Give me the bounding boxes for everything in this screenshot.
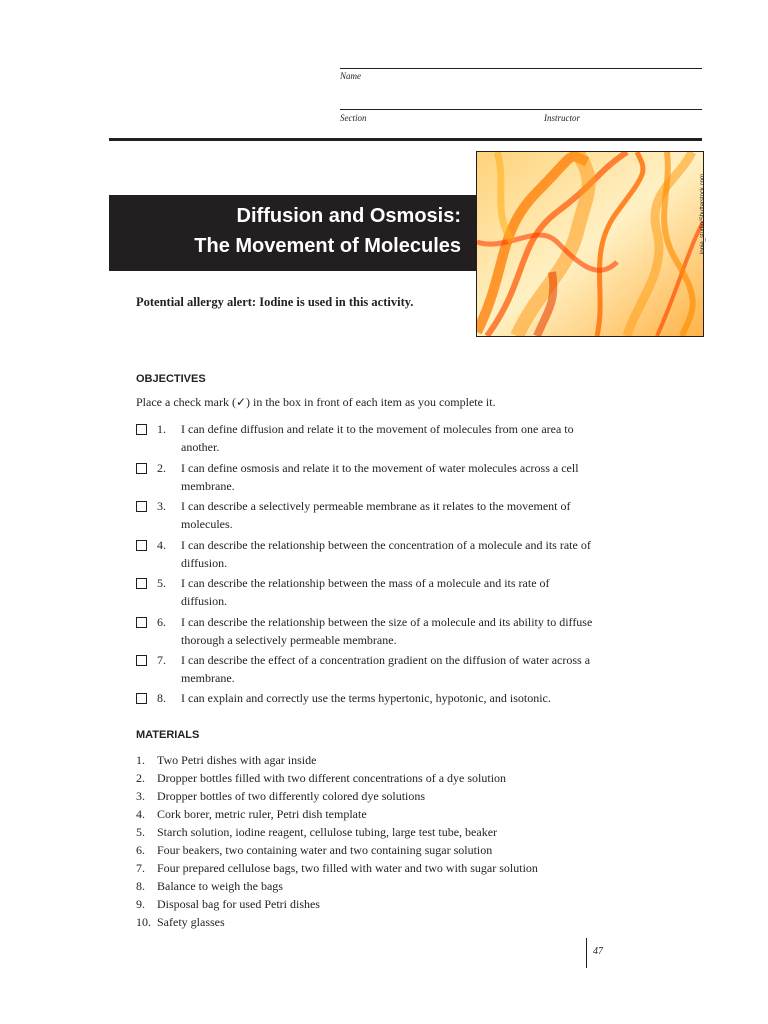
checkbox[interactable] <box>136 578 147 589</box>
objective-text: I can describe the relationship between the concentration of a molecule and its rate of diffusion. <box>181 538 591 570</box>
objective-number: 1. <box>157 422 166 436</box>
material-number: 5. <box>136 825 145 839</box>
material-item <box>136 787 425 805</box>
objective-number: 3. <box>157 499 166 513</box>
photo-credit: lonie_studio/Shutterstock.com <box>700 173 706 254</box>
checkbox[interactable] <box>136 655 147 666</box>
material-text: Cork borer, metric ruler, Petri dish template <box>157 807 367 821</box>
objective-number: 6. <box>157 615 166 629</box>
objectives-instruction: Place a check mark (✓) in the box in front of each item as you complete it. <box>136 395 496 409</box>
objective-number: 7. <box>157 653 166 667</box>
material-number: 1. <box>136 753 145 767</box>
objective-text: I can describe the relationship between the mass of a molecule and its rate of diffusion. <box>181 576 550 608</box>
objective-text: I can describe the effect of a concentration gradient on the diffusion of water across a membrane. <box>181 653 591 685</box>
material-item <box>136 769 506 787</box>
material-number: 6. <box>136 843 145 857</box>
checkbox[interactable] <box>136 617 147 628</box>
page-number: 47 <box>593 946 603 957</box>
material-number: 8. <box>136 879 145 893</box>
objective-text: I can describe the relationship between the size of a molecule and its ability to diffuse thorough a selectively permeable membrane. <box>181 615 593 647</box>
checkbox[interactable] <box>136 540 147 551</box>
checkbox[interactable] <box>136 693 147 704</box>
material-text: Starch solution, iodine reagent, cellulose tubing, large test tube, beaker <box>157 825 498 839</box>
title-bar <box>109 195 477 271</box>
material-number: 9. <box>136 897 145 911</box>
section-label: Section <box>340 113 367 123</box>
material-item <box>136 895 320 913</box>
objective-text: I can describe a selectively permeable membrane as it relates to the movement of molecules. <box>181 499 571 531</box>
checkbox[interactable] <box>136 501 147 512</box>
material-text: Four prepared cellulose bags, two filled with water and two with sugar solution <box>157 861 538 875</box>
objective-number: 8. <box>157 691 166 705</box>
material-text: Safety glasses <box>157 915 225 929</box>
material-item <box>136 859 538 877</box>
material-number: 2. <box>136 771 145 785</box>
page-number-rule <box>586 938 587 968</box>
instructor-label: Instructor <box>544 113 580 123</box>
allergy-alert: Potential allergy alert: Iodine is used in this activity. <box>136 295 414 309</box>
checkbox[interactable] <box>136 463 147 474</box>
objective-text: I can explain and correctly use the terms hypertonic, hypotonic, and isotonic. <box>181 691 551 705</box>
material-item <box>136 841 492 859</box>
material-text: Dropper bottles filled with two different concentrations of a dye solution <box>157 771 507 785</box>
material-number: 10. <box>136 915 151 929</box>
material-item <box>136 751 316 769</box>
material-item <box>136 877 283 895</box>
objective-text: I can define osmosis and relate it to the movement of water molecules across a cell membrane. <box>181 461 579 493</box>
material-item <box>136 805 367 823</box>
material-text: Dropper bottles of two differently colored dye solutions <box>157 789 426 803</box>
objective-number: 2. <box>157 461 166 475</box>
checkbox[interactable] <box>136 424 147 435</box>
name-label: Name <box>340 71 361 81</box>
page-title-line-2: The Movement of Molecules <box>194 235 461 257</box>
material-number: 3. <box>136 789 145 803</box>
dye-swirl-image <box>477 152 703 336</box>
objective-number: 4. <box>157 538 166 552</box>
objective-text: I can define diffusion and relate it to the movement of molecules from one area to another. <box>181 422 574 454</box>
name-line <box>340 68 702 69</box>
material-number: 7. <box>136 861 145 875</box>
objective-number: 5. <box>157 576 166 590</box>
objectives-heading: OBJECTIVES <box>136 373 206 385</box>
material-text: Four beakers, two containing water and two containing sugar solution <box>157 843 493 857</box>
header-divider <box>109 138 702 141</box>
dye-diffusion-photo <box>476 151 704 337</box>
material-number: 4. <box>136 807 145 821</box>
material-text: Balance to weigh the bags <box>157 879 283 893</box>
section-line <box>340 109 702 110</box>
material-item <box>136 913 225 931</box>
page-title-line-1: Diffusion and Osmosis: <box>236 205 461 227</box>
material-text: Two Petri dishes with agar inside <box>157 753 317 767</box>
material-text: Disposal bag for used Petri dishes <box>157 897 320 911</box>
materials-heading: MATERIALS <box>136 729 200 741</box>
material-item <box>136 823 497 841</box>
